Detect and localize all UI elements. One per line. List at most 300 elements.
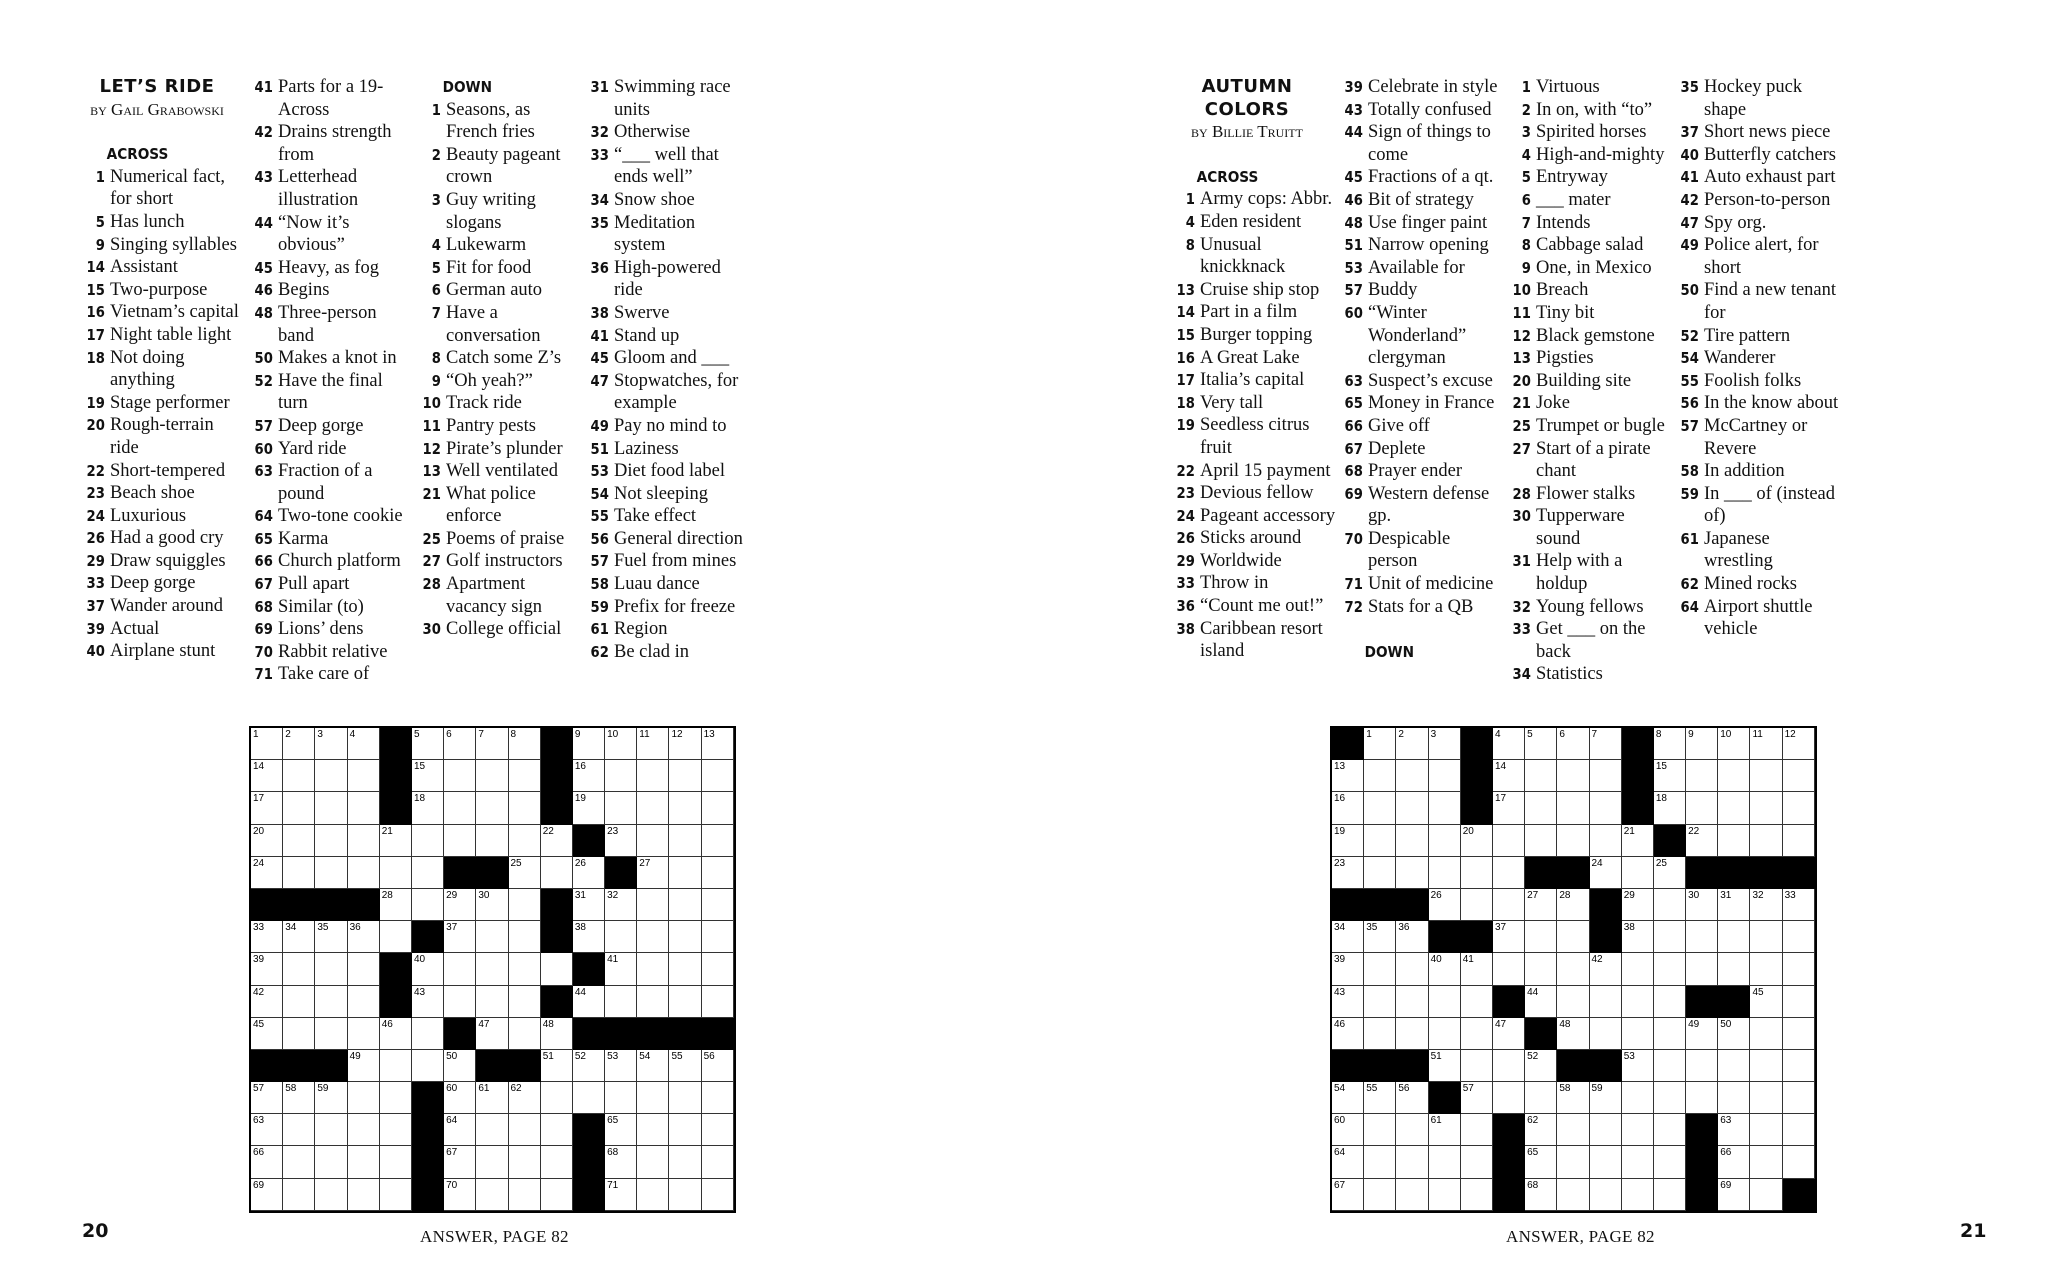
cell-number: 16 <box>574 761 586 773</box>
clue-text: Assistant <box>110 257 178 278</box>
grid-cell <box>283 1082 315 1114</box>
grid-cell <box>605 921 637 953</box>
grid-cell <box>1750 1018 1782 1050</box>
clue-text: Tiny bit <box>1536 302 1595 323</box>
grid-cell <box>1557 760 1589 792</box>
clue-text: Available for <box>1368 257 1465 278</box>
grid-cell <box>348 1179 380 1211</box>
clue-number: 20 <box>86 416 105 435</box>
clue-number: 59 <box>1680 484 1699 503</box>
clue-text: Stand up <box>614 325 680 346</box>
clue-number: 69 <box>254 620 273 639</box>
clue-number: 72 <box>1344 597 1363 616</box>
cell-number: 40 <box>413 954 426 966</box>
cell-number: 57 <box>253 1083 265 1095</box>
clue-text: Lukewarm <box>446 235 527 256</box>
clue-text: Poems of praise <box>446 528 565 549</box>
grid-cell <box>1364 857 1396 889</box>
clue-number: 25 <box>422 529 441 548</box>
clue-text: Three-person band <box>278 302 377 346</box>
across-clue <box>82 256 250 279</box>
grid-cell <box>348 1018 380 1050</box>
across-clue <box>250 550 418 573</box>
black-square <box>315 889 347 921</box>
grid-cell <box>380 1179 412 1211</box>
grid-cell <box>1718 921 1750 953</box>
grid-cell <box>1525 1082 1557 1114</box>
clue-number: 18 <box>86 348 105 367</box>
clue-text: Police alert, for short <box>1704 235 1819 278</box>
across-clue <box>1340 460 1508 483</box>
clue-text: Stats for a QB <box>1368 596 1474 617</box>
clue-text: Deep gorge <box>278 415 364 436</box>
black-square <box>541 889 573 921</box>
clue-text: Trumpet or bugle <box>1536 415 1665 436</box>
clue-number: 59 <box>590 597 609 616</box>
down-clue <box>1676 415 1844 460</box>
grid-cell <box>1332 1179 1364 1211</box>
clue-number: 57 <box>254 416 273 435</box>
cell-number: 21 <box>381 825 393 837</box>
clue-number: 42 <box>254 123 273 142</box>
grid-cell <box>412 889 444 921</box>
grid-cell <box>1718 1050 1750 1082</box>
clue-text: In addition <box>1704 461 1785 482</box>
black-square <box>1493 1179 1525 1211</box>
grid-cell <box>637 825 669 857</box>
grid-cell <box>1461 1018 1493 1050</box>
cell-number: 8 <box>510 729 517 740</box>
down-clue <box>1508 618 1676 663</box>
cell-number: 56 <box>703 1050 715 1062</box>
clue-text: High-and-mighty <box>1536 144 1665 165</box>
grid-cell <box>1525 1179 1557 1211</box>
black-square <box>1686 1179 1718 1211</box>
grid-cell <box>1622 889 1654 921</box>
down-clue <box>586 144 754 189</box>
grid-cell <box>669 1050 701 1082</box>
grid-cell <box>380 1018 412 1050</box>
grid-cell <box>1332 921 1364 953</box>
cell-number: 29 <box>1623 889 1635 901</box>
across-clue <box>1340 279 1508 302</box>
grid-cell <box>1654 1146 1686 1178</box>
grid-cell <box>1429 1114 1461 1146</box>
grid-cell <box>476 728 508 760</box>
grid-cell <box>1686 760 1718 792</box>
across-clue <box>82 595 250 618</box>
black-square <box>1718 857 1750 889</box>
down-clue <box>586 370 754 415</box>
cell-number: 47 <box>1494 1018 1507 1030</box>
grid-cell <box>1557 825 1589 857</box>
grid-cell <box>1493 825 1525 857</box>
grid-cell <box>348 1146 380 1178</box>
grid-cell <box>1654 1082 1686 1114</box>
clue-text: Cruise ship stop <box>1200 279 1320 300</box>
grid-cell <box>251 1114 283 1146</box>
across-clue <box>1340 166 1508 189</box>
clue-number: 47 <box>1680 213 1699 232</box>
down-clue <box>1508 189 1676 212</box>
clue-number: 62 <box>1680 575 1699 594</box>
grid-cell <box>1396 953 1428 985</box>
across-clue <box>1172 550 1340 573</box>
cell-number: 13 <box>703 729 715 740</box>
cell-number: 46 <box>1334 1018 1346 1030</box>
grid-cell <box>1429 857 1461 889</box>
cell-number: 19 <box>1334 825 1346 837</box>
clue-number: 4 <box>1185 212 1195 231</box>
clue-text: Deplete <box>1368 438 1426 459</box>
clue-number: 49 <box>590 416 609 435</box>
cell-number: 43 <box>413 986 426 998</box>
clue-text: In ___ of (instead of) <box>1704 483 1836 527</box>
clue-text: Unit of medicine <box>1368 574 1494 595</box>
cell-number: 51 <box>542 1050 554 1062</box>
black-square <box>637 1018 669 1050</box>
grid-cell <box>444 1082 476 1114</box>
grid-cell <box>1557 1146 1589 1178</box>
down-clue <box>418 347 586 370</box>
clue-number: 34 <box>590 190 609 209</box>
black-square <box>251 1050 283 1082</box>
cell-number: 61 <box>1430 1115 1442 1127</box>
across-clue <box>1172 369 1340 392</box>
grid-cell <box>348 953 380 985</box>
crossword-grid <box>1330 726 1817 1213</box>
cell-number: 39 <box>1334 954 1346 966</box>
down-heading: DOWN <box>442 78 493 96</box>
clue-text: ___ mater <box>1536 189 1611 210</box>
grid-cell <box>541 953 573 985</box>
grid-cell <box>412 953 444 985</box>
clue-text: Region <box>614 619 668 640</box>
clue-text: Fit for food <box>446 257 532 278</box>
clue-number: 60 <box>1344 303 1363 322</box>
right-page <box>1024 0 2048 1280</box>
grid-cell <box>637 1082 669 1114</box>
cell-number: 29 <box>446 889 458 901</box>
grid-cell <box>251 1018 283 1050</box>
grid-cell <box>1783 953 1815 985</box>
clue-number: 71 <box>1344 575 1363 594</box>
down-clue <box>418 302 586 347</box>
clue-text: Take care of <box>278 664 370 685</box>
across-clue <box>250 121 418 166</box>
grid-cell <box>669 1146 701 1178</box>
down-clue <box>418 257 586 280</box>
clue-number: 11 <box>1512 303 1531 322</box>
down-clue <box>418 438 586 461</box>
grid-cell <box>1783 921 1815 953</box>
cell-number: 69 <box>253 1179 265 1191</box>
clue-text: Luxurious <box>110 505 187 526</box>
cell-number: 54 <box>1334 1083 1346 1095</box>
grid-cell <box>1364 921 1396 953</box>
grid-cell <box>1750 728 1782 760</box>
grid-cell <box>476 1018 508 1050</box>
grid-cell <box>476 825 508 857</box>
cell-number: 26 <box>574 857 586 869</box>
grid-cell <box>1590 1018 1622 1050</box>
clue-number: 10 <box>422 394 441 413</box>
clue-number: 14 <box>1176 303 1195 322</box>
grid-cell <box>1590 1082 1622 1114</box>
clue-text: Pay no mind to <box>614 415 727 436</box>
cell-number: 27 <box>1527 889 1539 901</box>
across-clue <box>1172 188 1340 211</box>
grid-cell <box>1332 825 1364 857</box>
grid-cell <box>702 1179 734 1211</box>
cell-number: 41 <box>1462 954 1474 966</box>
clue-number: 35 <box>590 213 609 232</box>
black-square <box>1396 889 1428 921</box>
grid-cell <box>541 1179 573 1211</box>
black-square <box>380 760 412 792</box>
clue-text: Start of a pirate chant <box>1536 438 1651 482</box>
clue-number: 26 <box>1176 529 1195 548</box>
grid-cell <box>251 792 283 824</box>
cell-number: 20 <box>1462 825 1474 837</box>
black-square <box>1461 728 1493 760</box>
grid-cell <box>509 760 541 792</box>
cell-number: 35 <box>1366 922 1378 934</box>
grid-cell <box>1364 760 1396 792</box>
black-square <box>476 857 508 889</box>
across-clue <box>250 302 418 347</box>
clue-number: 62 <box>590 642 609 661</box>
clue-number: 5 <box>1521 168 1531 187</box>
cell-number: 13 <box>1334 761 1346 773</box>
clue-text: Prefix for freeze <box>614 596 736 617</box>
grid-cell <box>1461 889 1493 921</box>
grid-cell <box>669 889 701 921</box>
grid-cell <box>444 728 476 760</box>
across-clue <box>1340 415 1508 438</box>
black-square <box>573 1146 605 1178</box>
cell-number: 66 <box>253 1147 265 1159</box>
crossword-grid <box>249 726 736 1213</box>
grid-cell <box>1461 953 1493 985</box>
clue-number: 61 <box>590 620 609 639</box>
grid-cell <box>702 1146 734 1178</box>
clue-number: 55 <box>590 507 609 526</box>
grid-cell <box>1686 953 1718 985</box>
clue-text: Not doing anything <box>110 347 185 391</box>
grid-cell <box>1364 1082 1396 1114</box>
clue-text: Foolish folks <box>1704 370 1802 391</box>
grid-cell <box>1783 1082 1815 1114</box>
grid-cell <box>1783 728 1815 760</box>
grid-cell <box>1332 953 1364 985</box>
clue-text: Apartment vacancy sign <box>446 574 543 617</box>
down-clue <box>418 234 586 257</box>
grid-cell <box>573 986 605 1018</box>
cell-number: 17 <box>253 793 265 805</box>
grid-cell <box>1557 986 1589 1018</box>
down-clue <box>586 347 754 370</box>
grid-cell <box>1396 921 1428 953</box>
grid-cell <box>1590 1179 1622 1211</box>
grid-cell <box>1396 986 1428 1018</box>
grid-cell <box>541 857 573 889</box>
cell-number: 33 <box>1784 889 1796 901</box>
clue-text: Flower stalks <box>1536 483 1636 504</box>
grid-cell <box>1429 986 1461 1018</box>
clue-columns <box>82 76 754 686</box>
grid-cell <box>1557 953 1589 985</box>
black-square <box>1429 1082 1461 1114</box>
clue-text: Buddy <box>1368 280 1418 301</box>
clue-number: 52 <box>1680 326 1699 345</box>
grid-cell <box>348 986 380 1018</box>
down-clue <box>586 189 754 212</box>
grid-cell <box>1364 792 1396 824</box>
clue-text: In the know about <box>1704 393 1839 414</box>
clue-number: 68 <box>254 597 273 616</box>
clue-number: 13 <box>422 462 441 481</box>
cell-number: 9 <box>574 729 581 740</box>
clue-number: 57 <box>590 552 609 571</box>
clue-text: Italia’s capital <box>1200 370 1305 391</box>
grid-cell <box>1557 889 1589 921</box>
grid-cell <box>1654 889 1686 921</box>
clue-number: 5 <box>95 212 105 231</box>
clue-number: 52 <box>254 371 273 390</box>
down-clue <box>1676 325 1844 348</box>
clue-text: Celebrate in style <box>1368 77 1498 97</box>
clue-text: Spy org. <box>1704 212 1767 233</box>
cell-number: 39 <box>253 954 265 966</box>
grid-cell <box>444 889 476 921</box>
clue-text: Karma <box>278 528 329 549</box>
clue-text: Short-tempered <box>110 460 226 481</box>
clue-text: Beach shoe <box>110 483 195 504</box>
grid-cell <box>1525 986 1557 1018</box>
down-clue <box>1508 325 1676 348</box>
grid-cell <box>476 760 508 792</box>
cell-number: 46 <box>381 1018 393 1030</box>
cell-number: 6 <box>446 729 452 740</box>
clue-number: 57 <box>1344 281 1363 300</box>
clue-number: 13 <box>1512 349 1531 368</box>
down-clue <box>586 460 754 483</box>
down-clue <box>418 573 586 618</box>
grid-cell <box>1525 921 1557 953</box>
grid-cell <box>476 953 508 985</box>
down-clue <box>418 370 586 393</box>
grid-cell <box>605 728 637 760</box>
grid-cell <box>283 857 315 889</box>
clue-number: 58 <box>1680 462 1699 481</box>
down-clue <box>586 257 754 302</box>
clue-column <box>586 76 754 686</box>
clue-number: 1 <box>95 167 105 186</box>
clue-text: Cabbage salad <box>1536 235 1644 256</box>
grid-cell <box>380 1146 412 1178</box>
grid-cell <box>1429 825 1461 857</box>
grid-cell <box>348 1050 380 1082</box>
clue-number: 28 <box>1512 484 1531 503</box>
grid-cell <box>541 1114 573 1146</box>
clue-number: 65 <box>254 529 273 548</box>
cell-number: 42 <box>253 986 265 998</box>
grid-cell <box>573 889 605 921</box>
grid-cell <box>380 921 412 953</box>
clue-text: Unusual knickknack <box>1200 234 1286 278</box>
clue-number: 55 <box>1680 371 1699 390</box>
grid-cell <box>702 953 734 985</box>
cell-number: 20 <box>253 825 265 837</box>
clue-text: Not sleeping <box>614 483 709 504</box>
across-clue <box>1340 438 1508 461</box>
black-square <box>509 1050 541 1082</box>
grid-cell <box>1750 986 1782 1018</box>
cell-number: 68 <box>1527 1179 1539 1191</box>
grid-cell <box>541 1146 573 1178</box>
clue-number: 69 <box>1344 484 1363 503</box>
cell-number: 62 <box>510 1083 522 1095</box>
cell-number: 7 <box>478 729 484 740</box>
clue-text: Breach <box>1536 280 1589 301</box>
clue-text: Despicable person <box>1368 528 1451 572</box>
clue-number: 6 <box>431 281 441 300</box>
clue-text: Building site <box>1536 370 1632 391</box>
clue-text: Swimming race units <box>614 77 731 120</box>
clue-number: 42 <box>1680 190 1699 209</box>
clue-text: Eden resident <box>1200 211 1302 232</box>
clue-text: Guy writing slogans <box>446 189 536 233</box>
grid-cell <box>637 857 669 889</box>
clue-text: Butterfly catchers <box>1704 144 1837 165</box>
cell-number: 48 <box>542 1018 554 1030</box>
clue-number: 41 <box>254 78 273 96</box>
cell-number: 52 <box>1527 1050 1539 1062</box>
clue-number: 57 <box>1680 416 1699 435</box>
clue-text: Had a good cry <box>110 528 224 549</box>
clue-number: 53 <box>1344 258 1363 277</box>
across-clue <box>1172 572 1340 595</box>
clue-number: 33 <box>86 574 105 593</box>
clue-column <box>1676 76 1844 686</box>
black-square <box>412 1114 444 1146</box>
cell-number: 32 <box>607 889 619 901</box>
cell-number: 42 <box>1591 954 1603 966</box>
clue-text: Be clad in <box>614 641 690 662</box>
down-clue <box>1676 234 1844 279</box>
grid-cell <box>283 728 315 760</box>
clue-text: Airplane stunt <box>110 641 216 662</box>
cell-number: 44 <box>574 986 586 998</box>
grid-cell <box>251 728 283 760</box>
clue-text: Begins <box>278 280 330 301</box>
across-clue <box>82 640 250 663</box>
grid-cell <box>669 728 701 760</box>
down-clue <box>418 279 586 302</box>
black-square <box>380 986 412 1018</box>
black-square <box>380 728 412 760</box>
black-square <box>412 1082 444 1114</box>
grid-cell <box>476 1082 508 1114</box>
clue-number: 15 <box>1176 325 1195 344</box>
clue-number: 12 <box>1512 326 1531 345</box>
grid-cell <box>1396 1018 1428 1050</box>
clue-text: Drains strength from <box>278 122 392 165</box>
cell-number: 38 <box>1623 922 1635 934</box>
black-square <box>412 1179 444 1211</box>
down-clue <box>1676 370 1844 393</box>
